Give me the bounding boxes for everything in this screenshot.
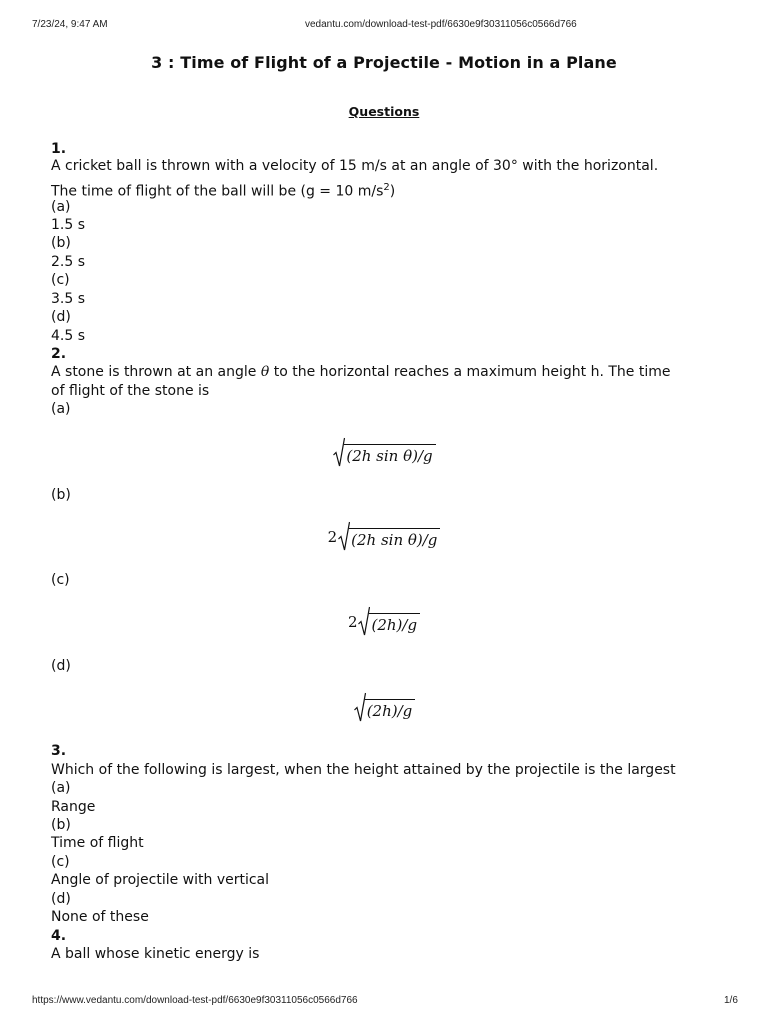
- question-1-option-c-label: (c): [51, 272, 70, 288]
- question-4-text: A ball whose kinetic energy is: [51, 946, 260, 962]
- question-3-option-b-text: Time of flight: [51, 835, 144, 851]
- question-2-option-b-formula: [0, 517, 768, 557]
- section-heading: Questions: [348, 104, 420, 119]
- question-3-option-b-label: (b): [51, 817, 71, 833]
- question-2-option-a-formula: [0, 433, 768, 473]
- question-2-number: 2.: [51, 346, 67, 362]
- formula-radicand: (2h)/g: [369, 613, 420, 634]
- print-footer-page-number: 1/6: [724, 995, 738, 1006]
- question-1-text-line2-main: The time of flight of the ball will be (g = 10 m/s: [51, 183, 384, 200]
- question-1-option-a-text: 1.5 s: [51, 217, 86, 233]
- question-1-text-line2-end: ): [389, 183, 396, 200]
- formula-coefficient: 2: [327, 528, 338, 546]
- question-2-text-line1: [51, 363, 670, 381]
- question-2-option-d-formula: [0, 688, 768, 728]
- print-header-url: vedantu.com/download-test-pdf/6630e9f30311056c0566d766: [305, 19, 577, 30]
- question-1-text-line2: [51, 179, 395, 201]
- question-1-option-b-label: (b): [51, 235, 71, 251]
- question-1-number: 1.: [51, 141, 67, 157]
- question-3-option-a-label: (a): [51, 780, 71, 796]
- question-1-option-c-text: 3.5 s: [51, 291, 86, 307]
- print-footer-url: https://www.vedantu.com/download-test-pdf/6630e9f30311056c0566d766: [32, 995, 358, 1006]
- question-2-text-part1: A stone is thrown at an angle: [51, 364, 261, 380]
- question-3-text: Which of the following is largest, when the height attained by the projectile is the largest: [51, 762, 676, 778]
- question-2-option-c-label: (c): [51, 572, 70, 588]
- formula-coefficient: 2: [347, 613, 358, 631]
- question-4-number: 4.: [51, 928, 67, 944]
- question-1-text-line1: A cricket ball is thrown with a velocity of 15 m/s at an angle of 30° with the horizontal.: [51, 158, 659, 174]
- question-2-option-a-label: (a): [51, 401, 71, 417]
- print-header-datetime: 7/23/24, 9:47 AM: [32, 19, 108, 30]
- question-3-option-c-text: Angle of projectile with vertical: [51, 872, 270, 888]
- question-2-text-part2: to the horizontal reaches a maximum height h. The time: [269, 364, 671, 380]
- question-3-option-a-text: Range: [51, 799, 96, 815]
- page-title: 3 : Time of Flight of a Projectile - Motion in a Plane: [151, 53, 617, 72]
- formula-radicand: (2h sin θ)/g: [349, 528, 440, 549]
- question-3-option-d-label: (d): [51, 891, 71, 907]
- question-2-option-b-label: (b): [51, 487, 71, 503]
- question-1-option-d-label: (d): [51, 309, 71, 325]
- question-2-option-c-formula: [0, 602, 768, 642]
- question-1-option-a-label: (a): [51, 199, 71, 215]
- question-1-option-d-text: 4.5 s: [51, 328, 86, 344]
- question-1-option-b-text: 2.5 s: [51, 254, 86, 270]
- question-3-option-c-label: (c): [51, 854, 70, 870]
- question-2-theta-symbol: θ: [260, 364, 270, 380]
- question-3-option-d-text: None of these: [51, 909, 149, 925]
- question-2-option-d-label: (d): [51, 658, 71, 674]
- question-2-text-line2: of flight of the stone is: [51, 383, 210, 399]
- question-3-number: 3.: [51, 743, 67, 759]
- formula-radicand: (2h sin θ)/g: [344, 444, 435, 465]
- question-1-superscript: 2: [383, 182, 390, 193]
- formula-radicand: (2h)/g: [365, 699, 416, 720]
